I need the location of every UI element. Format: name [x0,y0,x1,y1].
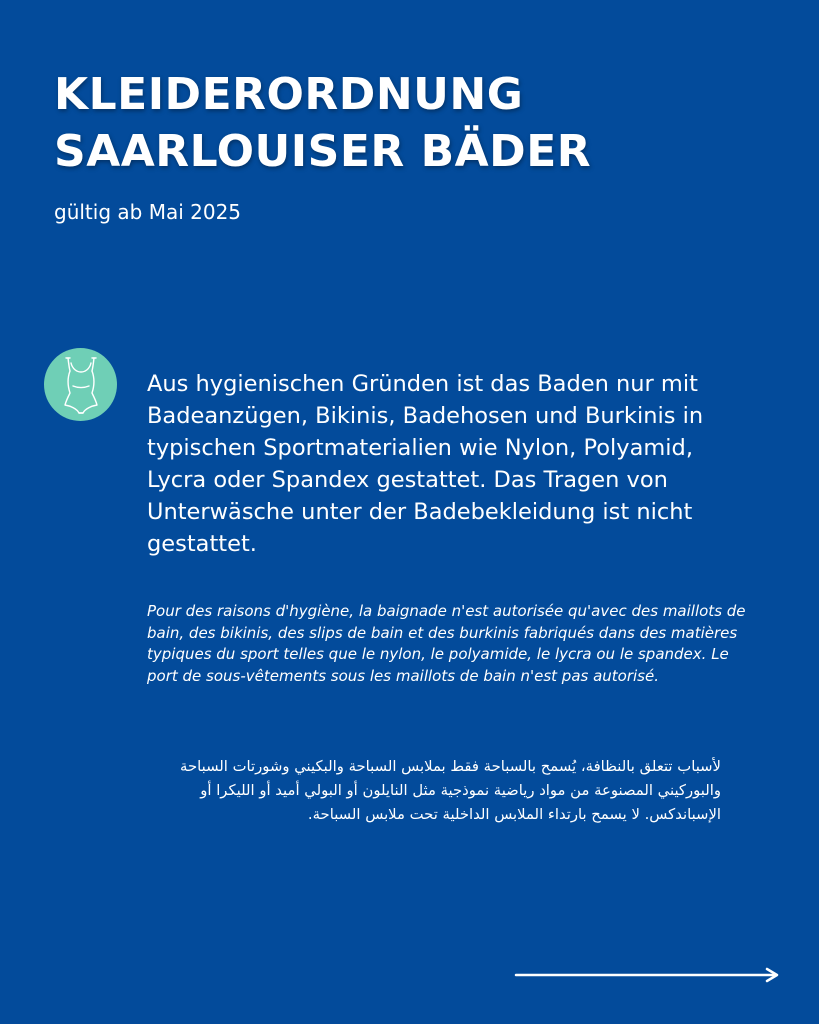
title-line-2: SAARLOUISER BÄDER [54,126,592,177]
swimsuit-icon-badge [44,348,117,421]
next-arrow-icon[interactable] [514,965,780,985]
page-title [54,66,774,180]
swimsuit-icon [61,355,101,415]
arabic-rules-text: لأسباب تتعلق بالنظافة، يُسمح بالسباحة فقط بملابس السباحة والبكيني وشورتات السباحة والبوركيني المصنوعة من مواد رياضية نموذجية مثل النايلون أو البولي أميد أو الليكرا أو الإسباندكس. لا يسمح بارتداء الملابس الداخلية تحت ملابس السباحة. [180,758,721,823]
validity-subtitle: gültig ab Mai 2025 [54,200,242,224]
french-rules-text: Pour des raisons d'hygiène, la baignade n'est autorisée qu'avec des maillots de bain, des bikinis, des slips de bain et des burkinis fabriqués dans des matières typiques du sport telles que le nylon, le polyamide, le lycra ou le spandex. Le port de sous-vêtements sous les maillots de bain n'est pas autorisé. [147,602,746,685]
title-line-1: KLEIDERORDNUNG [54,69,524,120]
german-rules-text: Aus hygienischen Gründen ist das Baden nur mit Badeanzügen, Bikinis, Badehosen und Burkinis in typischen Sportmaterialien wie Nylon, Polyamid, Lycra oder Spandex gestattet. Das Tragen von Unterwäsche unter der Badebekleidung ist nicht gestattet. [147,371,704,557]
